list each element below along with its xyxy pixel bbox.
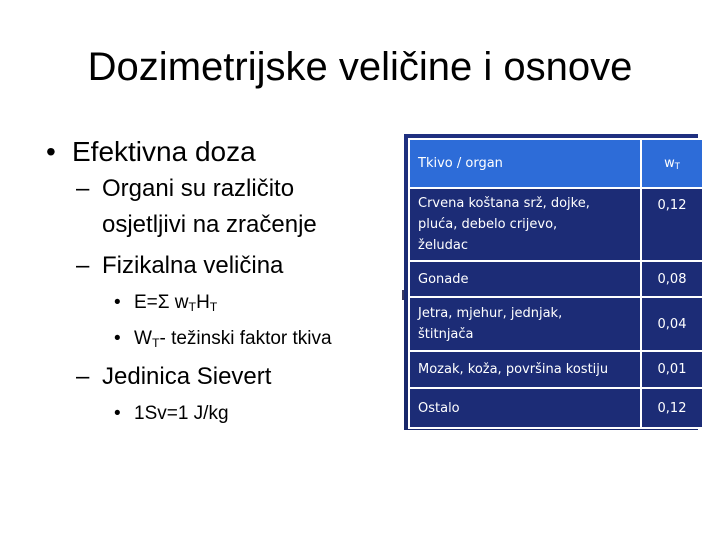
tissue-cell: Jetra, mjehur, jednjak, štitnjača: [409, 297, 641, 351]
bullet-marker: •: [46, 136, 56, 167]
slide-title: Dozimetrijske veličine i osnove: [87, 45, 633, 89]
tissue-cell: Ostalo: [409, 388, 641, 428]
tissue-weighting-table: [408, 138, 704, 429]
bullet-marker: •: [114, 328, 121, 349]
table-row: [409, 351, 703, 388]
weight-cell: 0,04: [641, 297, 703, 351]
bullet-weighting-factor: $W_T-$ težinski faktor tkiva: [134, 328, 332, 351]
formula-effective-dose: E=Σ $w_TH_T$: [134, 292, 218, 315]
bullet-organs: Organi su različito: [102, 175, 295, 202]
weight-cell: 0,08: [641, 261, 703, 297]
bullet-effective-dose: Efektivna doza: [72, 136, 256, 167]
table-row: [409, 188, 703, 261]
bullet-organs-continued: osjetljivi na zračenje: [102, 211, 317, 238]
dash-marker: –: [76, 175, 90, 202]
bullet-sievert-definition: 1Sv=1 J/kg: [134, 403, 229, 424]
tissue-cell: Gonade: [409, 261, 641, 297]
bullet-unit-sievert: Jedinica Sievert: [102, 363, 272, 390]
table-row: [409, 297, 703, 351]
dash-marker: –: [76, 363, 90, 390]
weight-cell: 0,12: [641, 388, 703, 428]
dash-marker: –: [76, 252, 90, 279]
header-tissue-organ: Tkivo / organ: [409, 139, 641, 188]
bullet-marker: •: [114, 292, 121, 313]
table-row: [409, 388, 703, 428]
tissue-weighting-table-image: [404, 134, 698, 430]
weight-cell: 0,12: [641, 188, 703, 261]
table-header-row: [409, 139, 703, 188]
header-weighting-factor: $w_T$: [641, 139, 703, 188]
tissue-cell: Crvena koštana srž, dojke, pluća, debelo crijevo, želudac: [409, 188, 641, 261]
tissue-cell: Mozak, koža, površina kostiju: [409, 351, 641, 388]
table-row: [409, 261, 703, 297]
bullet-marker: •: [114, 403, 121, 424]
bullet-physical-quantity: Fizikalna veličina: [102, 252, 284, 279]
weight-cell: 0,01: [641, 351, 703, 388]
